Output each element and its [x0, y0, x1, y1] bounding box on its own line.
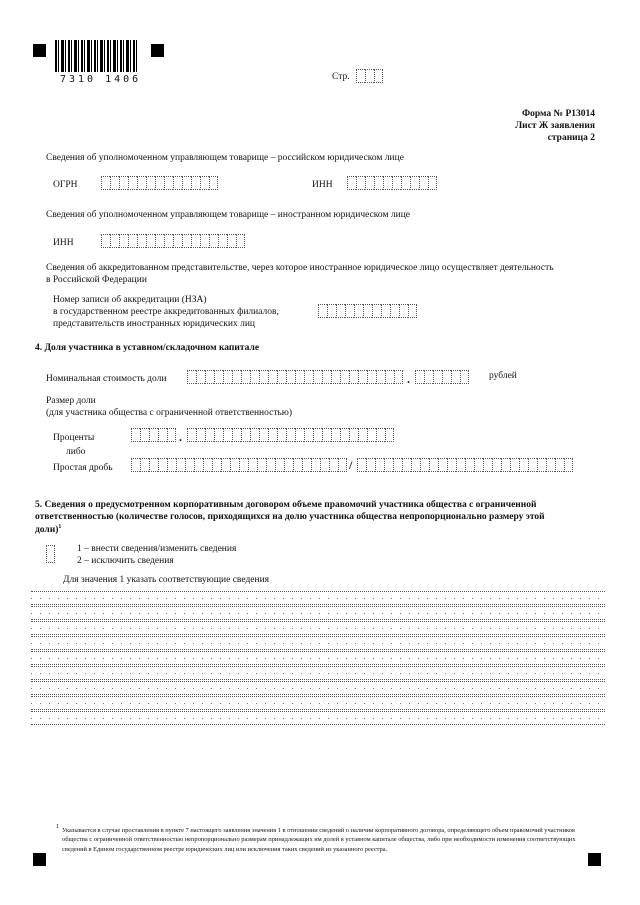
foreign-manager-title: Сведения об уполномоченном управляющем товарище – иностранном юридическом лице	[46, 210, 411, 220]
representation-title-line2: в Российской Федерации	[46, 275, 147, 285]
nominal-rubles-field[interactable]	[187, 370, 403, 384]
fraction-slash: /	[349, 458, 353, 472]
sheet-label: Лист Ж заявления	[515, 121, 595, 131]
percent-integer-field[interactable]	[131, 428, 176, 442]
details-row-5[interactable]	[31, 651, 605, 665]
ru-inn-label: ИНН	[312, 180, 333, 190]
registration-marker-bottom-right	[588, 853, 601, 866]
details-row-2[interactable]	[31, 606, 605, 620]
section5-title-line2: ответственностью (количестве голосов, приходящихся на долю участника общества непропорционально размеру этой	[35, 512, 545, 522]
section4-title: 4. Доля участника в уставном/складочном капитале	[35, 343, 260, 353]
footnote-number: 1	[56, 823, 60, 830]
fraction-label: Простая дробь	[53, 463, 113, 473]
details-row-4[interactable]	[31, 636, 605, 650]
foreign-inn-field[interactable]	[101, 234, 245, 248]
nza-label-line3: представительств иностранных юридических лиц	[53, 319, 256, 329]
nominal-label: Номинальная стоимость доли	[46, 374, 167, 384]
details-row-8[interactable]	[31, 696, 605, 710]
share-size-label: Размер доли	[46, 396, 96, 406]
footnote-mark: 1	[58, 524, 62, 530]
or-label: либо	[66, 447, 86, 457]
ogrn-field[interactable]	[101, 176, 218, 190]
fraction-numerator-field[interactable]	[131, 458, 347, 472]
fraction-denominator-field[interactable]	[357, 458, 573, 472]
registration-marker-top-left	[33, 44, 46, 57]
details-row-1[interactable]	[31, 591, 605, 605]
details-row-7[interactable]	[31, 681, 605, 695]
decimal-point: .	[407, 372, 410, 386]
details-row-6[interactable]	[31, 666, 605, 680]
page-label: Стр.	[332, 72, 350, 82]
foreign-inn-label: ИНН	[53, 238, 74, 248]
registration-marker-bottom-left	[33, 853, 46, 866]
currency-label: рублей	[489, 371, 517, 381]
share-size-note: (для участника общества с ограниченной ответственностью)	[46, 408, 293, 418]
barcode	[55, 40, 137, 72]
details-row-3[interactable]	[31, 621, 605, 635]
option-1-label: 1 – внести сведения/изменить сведения	[77, 544, 237, 554]
section5-title-line1: 5. Сведения о предусмотренном корпоративным договором объеме правомочий участника общества с ограниченной	[35, 500, 537, 510]
nominal-kopecks-field[interactable]	[415, 370, 469, 384]
percent-fraction-field[interactable]	[187, 428, 394, 442]
section5-hint: Для значения 1 указать соответствующие сведения	[63, 575, 270, 585]
percent-decimal-point: .	[179, 430, 182, 444]
barcode-number: 7310 1406	[60, 74, 142, 85]
page-number-field[interactable]	[356, 69, 383, 83]
nza-label-line2: в государственном реестре аккредитованных филиалов,	[53, 307, 279, 317]
representation-title-line1: Сведения об аккредитованном представительстве, через которое иностранное юридическое лицо осуществляет деятельность	[46, 263, 554, 273]
nza-label-line1: Номер записи об аккредитации (НЗА)	[53, 295, 207, 305]
option-2-label: 2 – исключить сведения	[77, 556, 174, 566]
section5-title-line3: доли)$^1$	[35, 524, 62, 536]
ogrn-label: ОГРН	[53, 180, 78, 190]
nza-field[interactable]	[318, 304, 417, 318]
section5-option-field[interactable]	[46, 545, 55, 563]
details-row-9[interactable]	[31, 711, 605, 725]
ru-inn-field[interactable]	[347, 176, 437, 190]
footnote-text: Указывается в случае проставления в пункте 7 настоящего заявления значения 1 в отношении сведений о наличии корпоративного договора, определяющего объем правомочий участников общества с ограниченной ответственностью непропорционально размерам принадлежащих им долей в уставном капитале общества, либо при необходимости изменения соответствующих сведений в Едином государственном реестре юридических лиц или исключения таких сведений из указанного реестра.	[62, 827, 576, 853]
page-label-right: страница 2	[547, 133, 595, 143]
percent-label: Проценты	[53, 433, 95, 443]
ru-manager-title: Сведения об уполномоченном управляющем товарище – российском юридическом лице	[46, 153, 404, 163]
form-title: Форма № Р13014	[521, 109, 595, 119]
registration-marker-top-right	[151, 44, 164, 57]
